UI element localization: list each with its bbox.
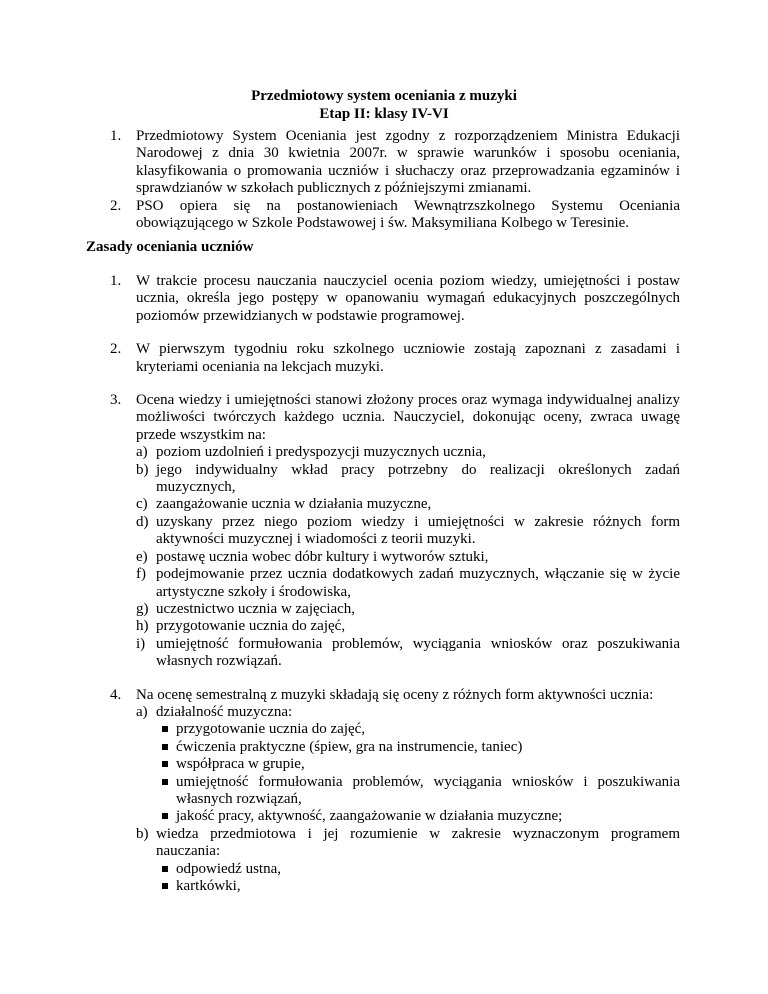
criteria-text: przygotowanie ucznia do zajęć, xyxy=(156,618,346,635)
activity-group-mark: b) xyxy=(136,825,149,842)
criteria-text: jego indywidualny wkład pracy potrzebny do realizacji określonych zadań muzycznych, xyxy=(156,461,680,496)
intro-item-number: 2. xyxy=(110,197,122,214)
bullet-item xyxy=(156,756,680,773)
criteria-mark: c) xyxy=(136,496,148,513)
criteria-item xyxy=(136,601,680,618)
bullet-text: przygotowanie ucznia do zajęć, xyxy=(176,721,366,738)
intro-item xyxy=(110,128,680,198)
criteria-item xyxy=(136,566,680,601)
criteria-item xyxy=(136,636,680,671)
bullet-text: odpowiedź ustna, xyxy=(176,860,281,877)
intro-item-text: Przedmiotowy System Oceniania jest zgodny z rozporządzeniem Ministra Edukacji Narodowej z dnia 30 kwietnia 2007r. w sprawie warunków i sposobu oceniania, klasyfikowania o promowania uczniów i słuchaczy oraz przeprowadzania egzaminów i sprawdzianów w szkołach publicznych z późniejszymi zmianami. xyxy=(136,128,680,197)
bullet-item xyxy=(156,861,680,878)
activity-group xyxy=(136,704,680,826)
bullet-item xyxy=(156,739,680,756)
activity-group-mark: a) xyxy=(136,703,148,720)
bullet-text: umiejętność formułowania problemów, wyciągania wniosków i poszukiwania własnych rozwiązań, xyxy=(176,773,680,807)
rule-text: Ocena wiedzy i umiejętności stanowi złożony proces oraz wymaga indywidualnej analizy możliwości twórczych każdego ucznia. Nauczyciel, dokonując oceny, zwraca uwagę przede wszystkim na: xyxy=(136,392,680,443)
bullet-item xyxy=(156,878,680,895)
rule-number: 4. xyxy=(110,686,122,703)
bullet-item xyxy=(156,721,680,738)
bullet-text: współpraca w grupie, xyxy=(176,756,305,773)
criteria-text: poziom uzdolnień i predyspozycji muzycznych ucznia, xyxy=(156,444,486,461)
rule-text: W trakcie procesu nauczania nauczyciel ocenia poziom wiedzy, umiejętności i postaw ucznia, określa jego postępy w opanowaniu wymagań edukacyjnych poszczególnych poziomów przewidzianych w podstawie programowej. xyxy=(136,273,680,324)
bullet-square-icon xyxy=(162,866,168,872)
bullet-text: jakość pracy, aktywność, zaangażowanie w działania muzyczne; xyxy=(176,808,563,825)
intro-list xyxy=(110,128,680,232)
criteria-text: podejmowanie przez ucznia dodatkowych zadań muzycznych, włączanie się w życie artystyczne szkoły i środowiska, xyxy=(156,566,680,600)
bullet-text: kartkówki, xyxy=(176,878,241,894)
criteria-text: zaangażowanie ucznia w działania muzyczne, xyxy=(156,496,432,513)
intro-item-text: PSO opiera się na postanowieniach Wewnątrzszkolnego Systemu Oceniania obowiązującego w Szkole Podstawowej i św. Maksymiliana Kolbego w Teresinie. xyxy=(136,197,680,232)
criteria-item xyxy=(136,514,680,549)
bullet-square-icon xyxy=(162,883,168,889)
document-title xyxy=(0,88,768,124)
activity-group-text: działalność muzyczna: xyxy=(156,703,293,720)
criteria-text: umiejętność formułowania problemów, wyciągania wniosków oraz poszukiwania własnych rozwiązań. xyxy=(156,635,680,670)
bullet-square-icon xyxy=(162,761,168,767)
rule-item xyxy=(110,392,680,671)
criteria-item xyxy=(136,549,680,566)
criteria-mark: f) xyxy=(136,566,146,583)
criteria-item xyxy=(136,618,680,635)
section-heading: Zasady oceniania uczniów xyxy=(86,239,254,255)
rule-text: W pierwszym tygodniu roku szkolnego uczniowie zostają zapoznani z zasadami i kryteriami oceniania na lekcjach muzyki. xyxy=(136,341,680,375)
criteria-mark: d) xyxy=(136,513,149,530)
bullet-square-icon xyxy=(162,813,168,819)
criteria-mark: g) xyxy=(136,600,149,617)
rule-text: Na ocenę semestralną z muzyki składają się oceny z różnych form aktywności ucznia: xyxy=(136,686,654,703)
criteria-text: uzyskany przez niego poziom wiedzy i umiejętności w zakresie różnych form aktywności muzycznej i wiadomości z teorii muzyki. xyxy=(156,513,680,548)
criteria-mark: i) xyxy=(136,635,146,652)
bullet-item xyxy=(156,808,680,825)
bullet-item xyxy=(156,774,680,809)
activity-group xyxy=(136,826,680,896)
rules-list xyxy=(110,273,680,911)
title-line-1: Przedmiotowy system oceniania z muzyki xyxy=(251,88,517,104)
criteria-text: uczestnictwo ucznia w zajęciach, xyxy=(156,600,356,617)
rule-item xyxy=(110,687,680,896)
intro-item-number: 1. xyxy=(110,128,122,144)
criteria-mark: e) xyxy=(136,548,148,565)
criteria-mark: h) xyxy=(136,618,149,635)
title-line-2: Etap II: klasy IV-VI xyxy=(319,106,449,122)
rule-item xyxy=(110,273,680,325)
criteria-item xyxy=(136,496,680,513)
criteria-item xyxy=(136,462,680,497)
criteria-mark: b) xyxy=(136,461,149,478)
criteria-text: postawę ucznia wobec dóbr kultury i wytworów sztuki, xyxy=(156,548,489,565)
criteria-item xyxy=(136,444,680,461)
rule-number: 2. xyxy=(110,341,122,358)
bullet-text: ćwiczenia praktyczne (śpiew, gra na instrumencie, taniec) xyxy=(176,738,523,755)
bullet-square-icon xyxy=(162,726,168,732)
intro-item xyxy=(110,198,680,233)
rule-number: 3. xyxy=(110,392,122,409)
rule-item xyxy=(110,341,680,376)
bullet-square-icon xyxy=(162,744,168,750)
activity-group-text: wiedza przedmiotowa i jej rozumienie w zakresie wyznaczonym programem nauczania: xyxy=(156,825,680,860)
rule-number: 1. xyxy=(110,273,122,289)
criteria-mark: a) xyxy=(136,444,148,461)
bullet-square-icon xyxy=(162,779,168,785)
